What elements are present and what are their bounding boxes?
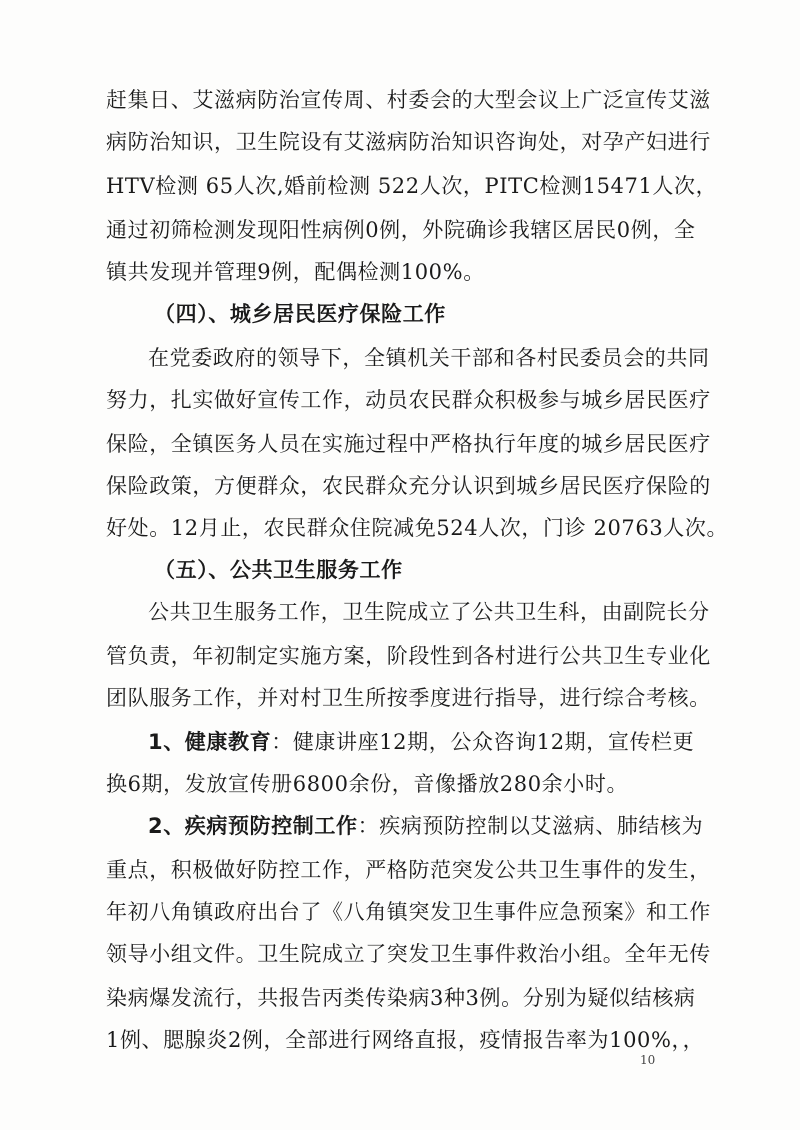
body-text-line: 保险政策，方便群众，农民群众充分认识到城乡居民医疗保险的 bbox=[106, 474, 711, 498]
body-text-line: 赶集日、艾滋病防治宣传周、村委会的大型会议上广泛宣传艾滋 bbox=[106, 88, 711, 112]
body-text-line: 在党委政府的领导下，全镇机关干部和各村民委员会的共同 bbox=[148, 346, 710, 370]
body-text-line: 重点，积极做好防控工作，严格防范突发公共卫生事件的发生， bbox=[106, 858, 711, 882]
body-text-line: 管负责，年初制定实施方案，阶段性到各村进行公共卫生专业化 bbox=[106, 644, 711, 668]
body-text-line: 病防治知识，卫生院设有艾滋病防治知识咨询处，对孕产妇进行 bbox=[106, 130, 711, 154]
page-number: 10 bbox=[640, 1053, 656, 1067]
body-text-line: 1例、腮腺炎2例，全部进行网络直报，疫情报告率为100%，， bbox=[106, 1028, 705, 1052]
body-text-line: 通过初筛检测发现阳性病例0例，外院确诊我辖区居民0例，全 bbox=[106, 218, 696, 242]
body-text-fragment: ：健康讲座12期，公众咨询12期，宣传栏更 bbox=[271, 730, 695, 754]
body-text-line bbox=[148, 812, 703, 840]
body-text-line: 染病爆发流行，共报告丙类传染病3种3例。分别为疑似结核病 bbox=[106, 986, 696, 1010]
subheading-disease-control: 2、疾病预防控制工作 bbox=[148, 814, 358, 838]
body-text-line: 团队服务工作，并对村卫生所按季度进行指导，进行综合考核。 bbox=[106, 686, 711, 710]
body-text-line: HTV检测 65人次,婚前检测 522人次，PITC检测15471人次， bbox=[106, 174, 718, 198]
body-text-line: 努力，扎实做好宣传工作，动员农民群众积极参与城乡居民医疗 bbox=[106, 388, 711, 412]
subheading-health-education: 1、健康教育 bbox=[148, 730, 272, 754]
body-text-line: 公共卫生服务工作，卫生院成立了公共卫生科，由副院长分 bbox=[148, 600, 710, 624]
body-text-line: 换6期，发放宣传册6800余份，音像播放280余小时。 bbox=[106, 772, 629, 796]
body-text-line: 好处。12月止，农民群众住院减免524人次，门诊 20763人次。 bbox=[106, 516, 729, 540]
body-text-line: 领导小组文件。卫生院成立了突发卫生事件救治小组。全年无传 bbox=[106, 942, 711, 966]
body-text-line: 保险，全镇医务人员在实施过程中严格执行年度的城乡居民医疗 bbox=[106, 432, 711, 456]
section-heading-5: （五）、公共卫生服务工作 bbox=[154, 558, 403, 582]
body-text-fragment: ：疾病预防控制以艾滋病、肺结核为 bbox=[357, 814, 704, 838]
section-heading-4: （四）、城乡居民医疗保险工作 bbox=[154, 302, 446, 326]
body-text-line: 镇共发现并管理9例，配偶检测100%。 bbox=[106, 260, 485, 284]
body-text-line: 年初八角镇政府出台了《八角镇突发卫生事件应急预案》和工作 bbox=[106, 900, 711, 924]
body-text-line bbox=[148, 728, 694, 756]
